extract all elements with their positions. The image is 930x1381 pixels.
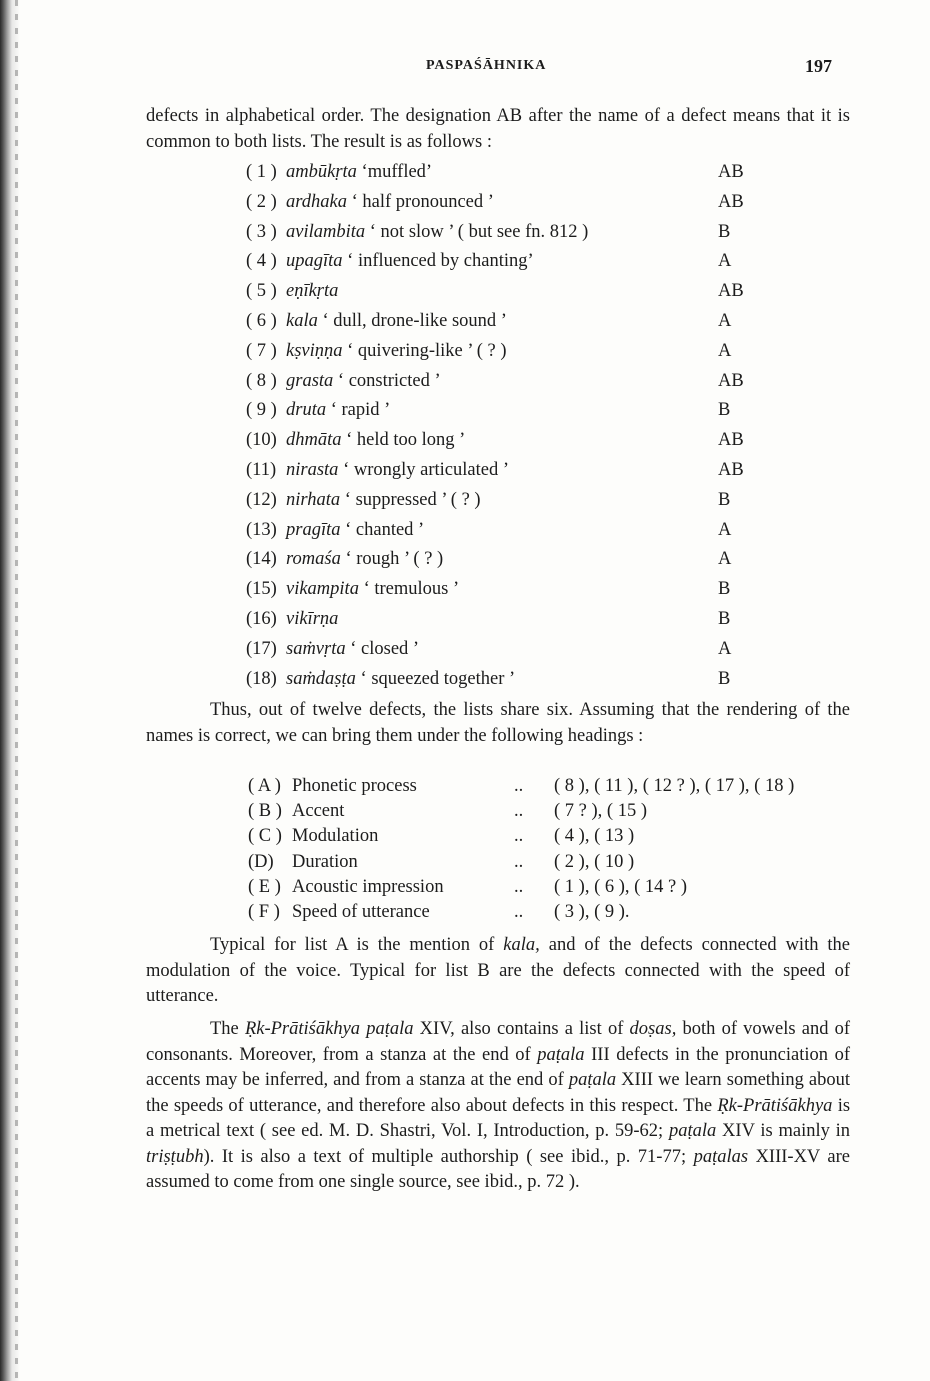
page-header xyxy=(146,56,834,80)
heading-label: Accent xyxy=(292,801,345,822)
defect-number: ( 9 ) xyxy=(246,400,277,421)
page-number: 197 xyxy=(805,56,832,76)
defect-term: avilambita xyxy=(286,221,366,242)
rk-text-6: is a metrical text ( see ed. M. D. Shastri, Vol. I, Introduction, p. 59-62; xyxy=(146,1095,851,1141)
paragraph-rk-pratisakhya xyxy=(146,1017,850,1196)
defect-list-code: B xyxy=(718,221,731,242)
defect-list-code: AB xyxy=(718,459,744,480)
defect-gloss: ‘ wrongly articulated ’ xyxy=(343,459,509,480)
defect-list-code: B xyxy=(718,489,731,510)
defect-row xyxy=(246,635,766,665)
defect-term: dhmāta xyxy=(286,430,342,451)
defect-term: upagīta xyxy=(286,251,343,272)
heading-row xyxy=(248,774,858,799)
rk-text-1: The xyxy=(210,1019,239,1039)
defect-row xyxy=(246,605,766,635)
heading-row xyxy=(248,824,858,849)
defect-number: (12) xyxy=(246,489,277,510)
heading-references: ( 4 ), ( 13 ) xyxy=(554,826,635,847)
heading-row xyxy=(248,850,858,875)
typical-term-kala: kala, xyxy=(503,935,540,955)
defect-list-code: A xyxy=(718,251,732,272)
rk-text-4: III defects in the pronunciation of accents may be inferred, and from a stanza at the end of xyxy=(146,1044,851,1090)
heading-leader-dots: .. xyxy=(514,851,524,872)
defect-number: ( 4 ) xyxy=(246,251,277,272)
defect-list-code: AB xyxy=(718,430,744,451)
heading-label: Speed of utterance xyxy=(292,901,430,922)
defect-term: nirhata xyxy=(286,489,341,510)
defect-term: saṁdaṣṭa xyxy=(286,668,356,689)
defect-term: vikampita xyxy=(286,579,359,600)
heading-references: ( 3 ), ( 9 ). xyxy=(554,901,630,922)
defect-term: ardhaka xyxy=(286,191,347,212)
defect-row xyxy=(246,158,766,188)
heading-row xyxy=(248,900,858,925)
rk-term-4: paṭala xyxy=(568,1070,617,1090)
defect-row xyxy=(246,545,766,575)
defect-list-code: AB xyxy=(718,162,744,182)
defect-list-code: B xyxy=(718,579,731,600)
heading-label: Duration xyxy=(292,851,358,872)
rk-term-1: Ṛk-Prātiśākhya paṭala xyxy=(244,1019,414,1039)
heading-leader-dots: .. xyxy=(514,826,524,847)
rk-text-8: ). It is also a text of multiple authorship ( see ibid., p. 71-77; xyxy=(203,1146,687,1167)
defect-list-code: B xyxy=(718,668,731,689)
rk-term-3: paṭala xyxy=(537,1044,585,1065)
defect-number: ( 1 ) xyxy=(246,162,277,182)
paragraph-thus: Thus, out of twelve defects, the lists share six. Assuming that the rendering of the names is correct, we can bring them under the following headings : xyxy=(146,700,850,746)
headings-list xyxy=(248,774,858,925)
heading-letter: ( E ) xyxy=(248,876,281,897)
defect-term: romaśa xyxy=(286,549,341,570)
defect-term: grasta xyxy=(286,370,334,391)
defect-row xyxy=(246,367,766,397)
defect-gloss: ‘ tremulous ’ xyxy=(363,579,460,600)
defect-number: ( 6 ) xyxy=(246,310,277,331)
defect-number: ( 2 ) xyxy=(246,191,277,212)
paragraph-intro: defects in alphabetical order. The designation AB after the name of a defect means that it is common to both lists. The result is as follows : xyxy=(146,106,850,152)
defect-gloss: ‘ suppressed ’ ( ? ) xyxy=(344,489,481,510)
rk-term-7: triṣṭubh xyxy=(146,1146,204,1167)
typical-text-2: and of the defects connected with the modulation of the voice. Typical for list B are the defects connected with the speed of utterance. xyxy=(146,935,851,1006)
defect-gloss: ‘ squeezed together ’ xyxy=(360,668,516,689)
defect-number: ( 3 ) xyxy=(246,221,277,242)
defect-number: ( 7 ) xyxy=(246,340,277,361)
rk-term-6: paṭala xyxy=(668,1121,717,1141)
rk-text-7: XIV is mainly in xyxy=(722,1121,851,1141)
defect-gloss: ‘ not slow ’ ( but see fn. 812 ) xyxy=(369,221,589,242)
heading-label: Acoustic impression xyxy=(292,876,444,897)
rk-text-2: XIV, also contains a list of xyxy=(419,1019,624,1039)
defect-list-code: AB xyxy=(718,370,744,391)
heading-leader-dots: .. xyxy=(514,901,524,922)
typical-text-1: Typical for list A is the mention of xyxy=(210,935,495,955)
heading-references: ( 1 ), ( 6 ), ( 14 ? ) xyxy=(554,876,688,897)
heading-leader-dots: .. xyxy=(514,776,524,796)
defect-term: nirasta xyxy=(286,459,339,480)
defect-row xyxy=(246,218,766,248)
heading-references: ( 8 ), ( 11 ), ( 12 ? ), ( 17 ), ( 18 ) xyxy=(554,776,795,796)
defect-gloss: ‘ dull, drone-like sound ’ xyxy=(322,310,507,331)
rk-term-5: Ṛk-Prātiśākhya xyxy=(717,1095,833,1116)
paragraph-typical xyxy=(146,933,850,1010)
defect-gloss: ‘muffled’ xyxy=(361,162,433,182)
heading-letter: ( A ) xyxy=(248,776,281,796)
rk-term-2: doṣas, xyxy=(629,1019,677,1039)
rk-text-3: both of vowels and of consonants. Moreover, from a stanza at the end of xyxy=(146,1019,851,1065)
defect-number: (15) xyxy=(246,579,277,600)
defect-term: pragīta xyxy=(286,519,341,540)
defect-list-code: AB xyxy=(718,281,744,302)
defect-row xyxy=(246,665,766,695)
defect-row xyxy=(246,486,766,516)
heading-letter: (D) xyxy=(248,851,274,872)
defect-row xyxy=(246,307,766,337)
defect-gloss: ‘ half pronounced ’ xyxy=(351,191,494,212)
heading-leader-dots: .. xyxy=(514,801,524,822)
defect-number: (13) xyxy=(246,519,277,540)
defect-term: vikīrṇa xyxy=(286,608,339,629)
defect-gloss: ‘ quivering-like ’ ( ? ) xyxy=(347,340,507,361)
defect-list-code: A xyxy=(718,549,732,570)
defect-term: kala xyxy=(286,310,318,331)
defect-gloss: ‘ rough ’ ( ? ) xyxy=(345,549,444,570)
defect-row xyxy=(246,456,766,486)
heading-label: Phonetic process xyxy=(292,776,417,796)
defect-number: (10) xyxy=(246,430,277,451)
defect-gloss: ‘ constricted ’ xyxy=(337,370,441,391)
defect-number: (18) xyxy=(246,668,277,689)
defect-gloss: ‘ influenced by chanting’ xyxy=(347,251,534,272)
defect-row xyxy=(246,426,766,456)
rk-term-8: paṭalas xyxy=(693,1146,749,1167)
rk-text-5: XIII we learn something about the speeds of utterance, and therefore also about defects in this respect. The xyxy=(146,1070,850,1116)
defect-row xyxy=(246,277,766,307)
defect-gloss: ‘ closed ’ xyxy=(350,638,420,659)
running-title: PASPAŚĀHNIKA xyxy=(426,58,547,73)
defect-term: saṁvṛta xyxy=(286,638,346,659)
defect-term: eṇīkṛta xyxy=(286,281,339,302)
defect-list-code: A xyxy=(718,519,732,540)
defect-term: druta xyxy=(286,400,327,421)
defect-term: kṣviṇṇa xyxy=(286,340,343,361)
defect-row xyxy=(246,516,766,546)
heading-letter: ( F ) xyxy=(248,901,280,922)
defect-number: (16) xyxy=(246,608,277,629)
defect-row xyxy=(246,188,766,218)
heading-references: ( 2 ), ( 10 ) xyxy=(554,851,635,872)
defect-list-code: A xyxy=(718,340,732,361)
scan-binding-shadow xyxy=(15,0,18,1381)
defect-gloss: ‘ held too long ’ xyxy=(346,430,466,451)
defect-list-code: B xyxy=(718,400,731,421)
heading-references: ( 7 ? ), ( 15 ) xyxy=(554,801,647,822)
defect-number: (14) xyxy=(246,549,277,570)
defect-list-code: B xyxy=(718,608,731,629)
heading-letter: ( B ) xyxy=(248,801,282,822)
defect-term: ambūkṛta xyxy=(286,162,357,182)
heading-leader-dots: .. xyxy=(514,876,524,897)
defect-list-code: AB xyxy=(718,191,744,212)
rk-text-9: XIII-XV are assumed to come from one single source, see ibid., p. 72 ). xyxy=(146,1146,851,1192)
defect-number: (11) xyxy=(246,459,277,480)
defect-list-code: A xyxy=(718,638,732,659)
defect-row xyxy=(246,337,766,367)
defect-list-code: A xyxy=(718,310,732,331)
defects-list xyxy=(246,158,766,694)
heading-row xyxy=(248,875,858,900)
defect-number: (17) xyxy=(246,638,277,659)
defect-gloss: ‘ chanted ’ xyxy=(345,519,425,540)
defect-number: ( 8 ) xyxy=(246,370,277,391)
heading-letter: ( C ) xyxy=(248,826,282,847)
defect-row xyxy=(246,247,766,277)
defect-number: ( 5 ) xyxy=(246,281,277,302)
defect-gloss: ‘ rapid ’ xyxy=(330,400,391,421)
heading-row xyxy=(248,799,858,824)
defect-row xyxy=(246,396,766,426)
heading-label: Modulation xyxy=(292,826,379,847)
defect-row xyxy=(246,575,766,605)
